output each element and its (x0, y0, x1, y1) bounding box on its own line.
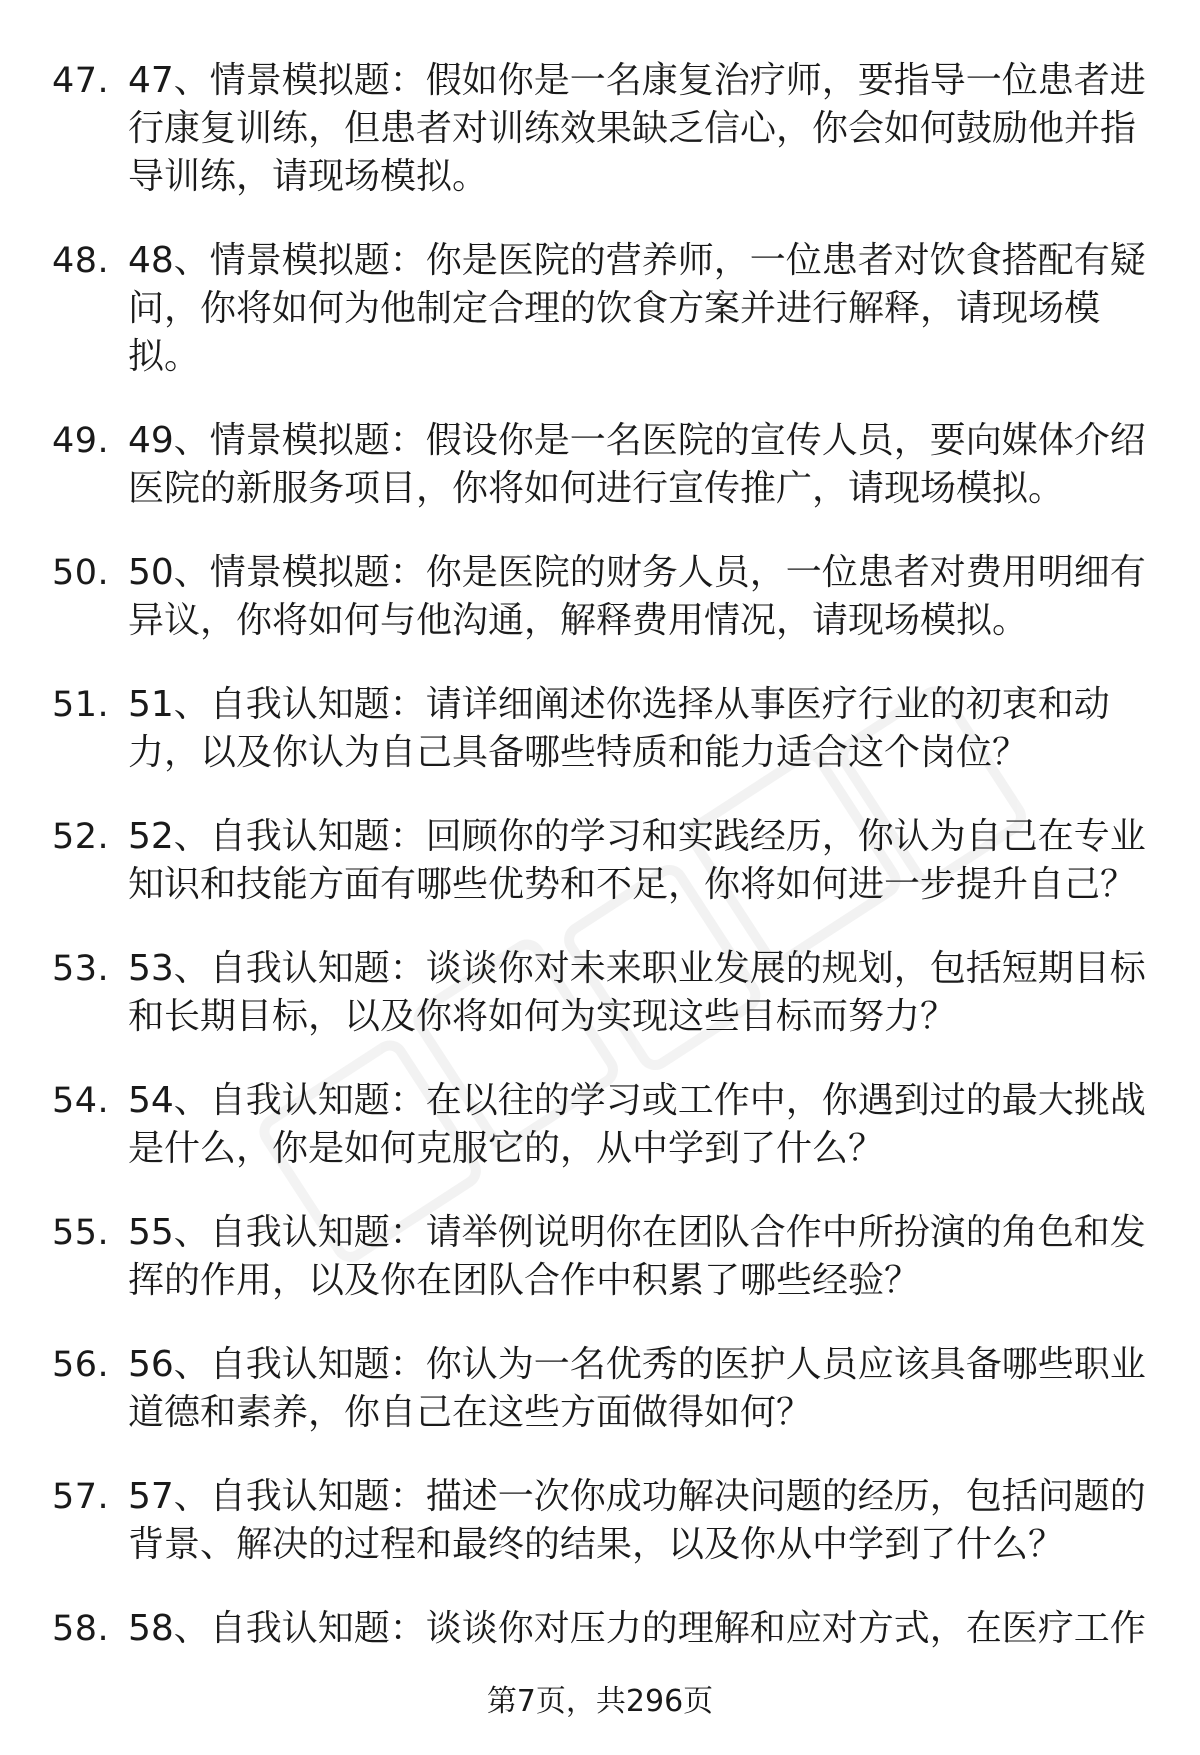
question-number: 47. (52, 61, 110, 101)
question-number: 58. (52, 1609, 110, 1649)
question-text: 49、情景模拟题：假设你是一名医院的宣传人员，要向媒体介绍医院的新服务项目，你将如何进行宣传推广，请现场模拟。 (128, 420, 1146, 509)
question-number: 54. (52, 1081, 110, 1121)
question-text: 52、自我认知题：回顾你的学习和实践经历，你认为自己在专业知识和技能方面有哪些优势和不足，你将如何进一步提升自己？ (128, 816, 1146, 905)
question-number: 56. (52, 1345, 110, 1385)
question-number: 49. (52, 421, 110, 461)
question-list (52, 57, 1152, 1689)
question-item (52, 237, 1152, 381)
page-footer: 第7页，共296页 (486, 1684, 714, 1719)
question-text: 50、情景模拟题：你是医院的财务人员，一位患者对费用明细有异议，你将如何与他沟通，解释费用情况，请现场模拟。 (128, 552, 1146, 641)
question-number: 55. (52, 1213, 110, 1253)
question-number: 57. (52, 1477, 110, 1517)
question-text: 54、自我认知题：在以往的学习或工作中，你遇到过的最大挑战是什么，你是如何克服它的，从中学到了什么？ (128, 1080, 1146, 1169)
question-text: 57、自我认知题：描述一次你成功解决问题的经历，包括问题的背景、解决的过程和最终的结果，以及你从中学到了什么？ (128, 1476, 1146, 1565)
question-item (52, 417, 1152, 513)
question-item (52, 1605, 1152, 1653)
question-item (52, 1209, 1152, 1305)
question-number: 53. (52, 949, 110, 989)
question-text: 48、情景模拟题：你是医院的营养师，一位患者对饮食搭配有疑问，你将如何为他制定合理的饮食方案并进行解释，请现场模拟。 (128, 240, 1146, 377)
question-item (52, 681, 1152, 777)
question-text: 56、自我认知题：你认为一名优秀的医护人员应该具备哪些职业道德和素养，你自己在这些方面做得如何？ (128, 1344, 1146, 1433)
question-text: 58、自我认知题：谈谈你对压力的理解和应对方式，在医疗工作 (128, 1608, 1146, 1649)
question-item (52, 813, 1152, 909)
question-text: 55、自我认知题：请举例说明你在团队合作中所扮演的角色和发挥的作用，以及你在团队合作中积累了哪些经验？ (128, 1212, 1146, 1301)
question-text: 47、情景模拟题：假如你是一名康复治疗师，要指导一位患者进行康复训练，但患者对训练效果缺乏信心，你会如何鼓励他并指导训练，请现场模拟。 (128, 60, 1146, 197)
question-item (52, 1341, 1152, 1437)
question-number: 51. (52, 685, 110, 725)
question-item (52, 57, 1152, 201)
question-item (52, 1473, 1152, 1569)
question-item (52, 1077, 1152, 1173)
question-item (52, 945, 1152, 1041)
question-text: 53、自我认知题：谈谈你对未来职业发展的规划，包括短期目标和长期目标，以及你将如何为实现这些目标而努力？ (128, 948, 1146, 1037)
question-number: 52. (52, 817, 110, 857)
question-item (52, 549, 1152, 645)
question-text: 51、自我认知题：请详细阐述你选择从事医疗行业的初衷和动力，以及你认为自己具备哪些特质和能力适合这个岗位？ (128, 684, 1110, 773)
question-number: 50. (52, 553, 110, 593)
question-number: 48. (52, 241, 110, 281)
